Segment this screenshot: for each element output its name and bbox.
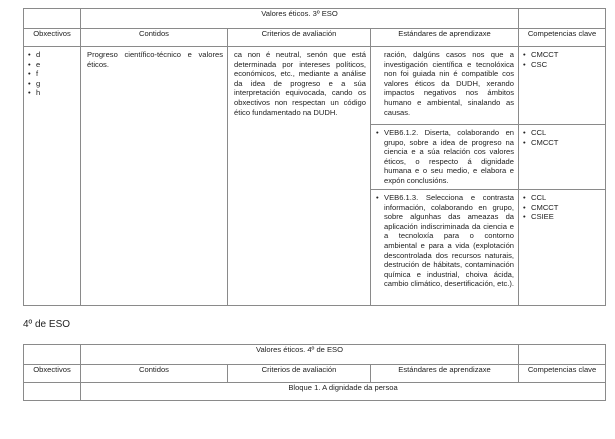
- header-criterios: Criterios de avaliación: [228, 365, 371, 383]
- contidos-text: Progreso científico-técnico e valores éticos.: [87, 50, 223, 69]
- header-obxectivos: Obxectivos: [24, 29, 81, 47]
- header-competencias: Competencias clave: [519, 29, 606, 47]
- table-row: [24, 47, 606, 125]
- column-header-row: [24, 365, 606, 383]
- contidos-cell: [81, 47, 228, 306]
- estandar-text: ración, dalgúns casos nos que a investigación científica e tecnolóxica non foi guiada nin é compatible cos valores éticos da DUDH, xerando impactos negativos nos ámbitos humano e ambiental, sinalando as causas.: [384, 50, 515, 117]
- section-heading: 4º de ESO: [23, 319, 71, 330]
- bloque-blank-cell: [24, 383, 81, 401]
- column-header-row: [24, 29, 606, 47]
- header-obxectivos: Obxectivos: [24, 365, 81, 383]
- estandar-cell: [371, 190, 519, 306]
- list-item: • d: [28, 50, 80, 60]
- list-item: • CSIEE: [523, 212, 605, 222]
- list-item: • CCL: [523, 193, 605, 203]
- criterios-text: ca non é neutral, senón que está determinada por intereses políticos, económicos, etc., mediante a análise da idea de progreso e a súa interpretación equivocada, cando os obxectivos non respectan un código ético fundamentado na DUDH.: [234, 50, 366, 117]
- list-item: • CMCCT: [523, 203, 605, 213]
- list-item: • CSC: [523, 60, 605, 70]
- table-title-blank-cell: [519, 345, 606, 365]
- competencias-cell: [519, 125, 606, 190]
- table-title: Valores éticos. 4º de ESO: [81, 345, 519, 365]
- list-item: • h: [28, 88, 80, 98]
- header-contidos: Contidos: [81, 365, 228, 383]
- list-item: • CMCCT: [523, 138, 605, 148]
- curriculum-table-4eso: [23, 344, 606, 401]
- header-criterios: Criterios de avaliación: [228, 29, 371, 47]
- table-title-blank-cell: [24, 345, 81, 365]
- estandar-text: • VEB6.1.3. Selecciona e contrasta información, colaborando en grupo, sobre algunhas das ameazas da aplicación indiscriminada da ciencia e a tecnoloxía para o contorno ambiental e para a vida (explotación descontrolada dos recursos naturais, destrución de hábitats, contaminación química e industrial, choiva ácida, cambio climático, desertificación, etc.).: [379, 193, 514, 289]
- competencias-list: [519, 190, 605, 222]
- header-estandares: Estándares de aprendizaxe: [371, 365, 519, 383]
- competencias-cell: [519, 190, 606, 306]
- competencias-cell: [519, 47, 606, 125]
- list-item: • CMCCT: [523, 50, 605, 60]
- list-item: • g: [28, 79, 80, 89]
- estandar-cell: [371, 47, 519, 125]
- estandar-text: • VEB6.1.2. Diserta, colaborando en grupo, sobre a idea de progreso na ciencia e a súa relación cos valores éticos, o respecto á dignidade humana e o seu medio, e elabora e expón conclusións.: [379, 128, 514, 186]
- table-title-row: [24, 345, 606, 365]
- list-item: • CCL: [523, 128, 605, 138]
- header-competencias: Competencias clave: [519, 365, 606, 383]
- list-item: • f: [28, 69, 80, 79]
- bloque-title: Bloque 1. A dignidade da persoa: [81, 383, 606, 401]
- curriculum-table-3eso: [23, 8, 606, 306]
- table-title-blank-cell: [519, 9, 606, 29]
- estandar-cell: [371, 125, 519, 190]
- competencias-list: [519, 125, 605, 147]
- table-title-row: [24, 9, 606, 29]
- bloque-row: [24, 383, 606, 401]
- obxectivos-cell: [24, 47, 81, 306]
- competencias-list: [519, 47, 605, 69]
- header-estandares: Estándares de aprendizaxe: [371, 29, 519, 47]
- obxectivos-list: [24, 47, 80, 98]
- table-title: Valores éticos. 3º ESO: [81, 9, 519, 29]
- header-contidos: Contidos: [81, 29, 228, 47]
- criterios-cell: [228, 47, 371, 306]
- table-title-blank-cell: [24, 9, 81, 29]
- list-item: • e: [28, 60, 80, 70]
